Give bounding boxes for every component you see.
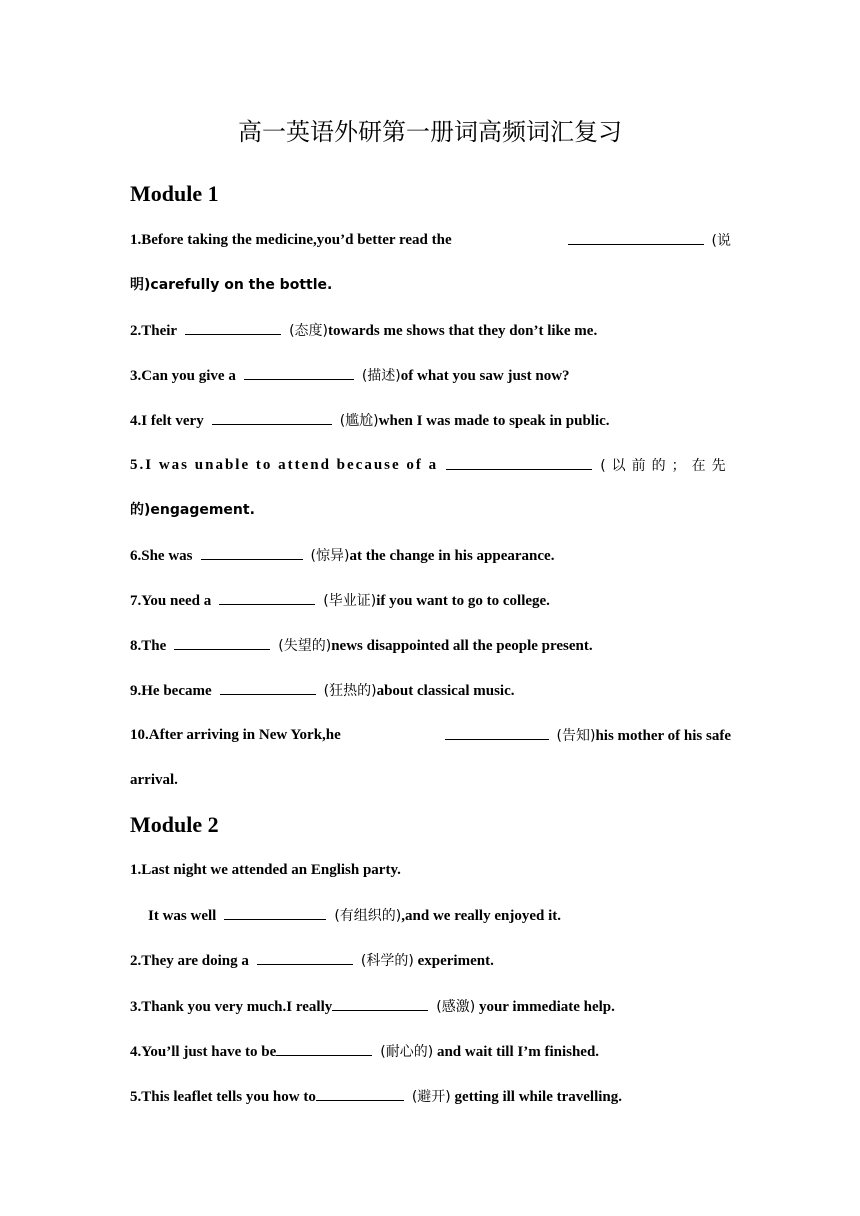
module-1-question-7 [130, 590, 731, 611]
question-text: It was well [148, 908, 217, 924]
hint-text: (告知) [556, 728, 596, 744]
question-text: experiment. [413, 953, 494, 969]
question-text: if you want to go to college. [376, 593, 550, 609]
hint-text: (说 [711, 233, 731, 249]
question-text: 5.This leaflet tells you how to [130, 1089, 316, 1105]
hint-text: (尴尬) [339, 413, 379, 429]
module-1-question-8 [130, 635, 731, 656]
module-2-question-1-continued [148, 905, 749, 926]
hint-text: (以前的；在先 [600, 458, 732, 474]
hint-text: (失望的) [278, 638, 332, 654]
module-1-question-4 [130, 410, 731, 431]
answer-blank[interactable] [224, 905, 326, 920]
module-2-question-1 [130, 860, 731, 880]
answer-blank[interactable] [446, 455, 592, 470]
module-1-question-3 [130, 365, 731, 386]
module-2-question-4 [130, 1041, 731, 1062]
answer-blank[interactable] [276, 1041, 372, 1056]
module-1-question-9 [130, 680, 731, 701]
answer-blank[interactable] [219, 590, 315, 605]
module-1-question-2 [130, 320, 731, 341]
question-text: of what you saw just now? [400, 368, 570, 384]
hint-text: (有组织的) [334, 908, 402, 924]
page-title: 高一英语外研第一册词高频词汇复习 [238, 118, 622, 146]
module-1-question-5-continued [130, 500, 731, 520]
answer-blank[interactable] [174, 635, 270, 650]
module-2-question-3 [130, 996, 731, 1017]
answer-blank[interactable] [257, 950, 353, 965]
module-2-question-5 [130, 1086, 731, 1107]
question-text: arrival. [130, 772, 178, 788]
question-text: 4.You’ll just have to be [130, 1044, 277, 1060]
question-text: at the change in his appearance. [349, 548, 555, 564]
answer-blank[interactable] [212, 410, 332, 425]
question-text: 4.I felt very [130, 413, 204, 429]
question-text: his mother of his safe [595, 728, 731, 744]
answer-blank[interactable] [445, 725, 549, 740]
question-text: and wait till I’m finished. [433, 1044, 600, 1060]
question-text: 明)carefully on the bottle. [130, 277, 333, 293]
answer-blank[interactable] [316, 1086, 404, 1101]
question-text: your immediate help. [475, 999, 615, 1015]
question-text: 6.She was [130, 548, 193, 564]
hint-text: (毕业证) [323, 593, 377, 609]
question-text: about classical music. [376, 683, 515, 699]
module-1-question-10 [130, 725, 731, 746]
hint-text: (耐心的) [380, 1044, 434, 1060]
question-text: 3.Thank you very much.I really [130, 999, 333, 1015]
question-text: 2.They are doing a [130, 953, 249, 969]
question-text: 9.He became [130, 683, 212, 699]
question-text: 3.Can you give a [130, 368, 236, 384]
question-text: news disappointed all the people present. [331, 638, 593, 654]
hint-text: (狂热的) [323, 683, 377, 699]
hint-text: (态度) [289, 323, 329, 339]
module-2-question-2 [130, 950, 731, 971]
answer-blank[interactable] [332, 996, 428, 1011]
module-1-question-6 [130, 545, 731, 566]
answer-blank[interactable] [220, 680, 316, 695]
hint-text: (避开) [411, 1089, 451, 1105]
question-text: towards me shows that they don’t like me. [328, 323, 598, 339]
module-1-heading: Module 1 [130, 181, 219, 206]
question-text: 8.The [130, 638, 167, 654]
hint-text: (科学的) [360, 953, 414, 969]
question-text: getting ill while travelling. [450, 1089, 623, 1105]
hint-text: (感激) [436, 999, 476, 1015]
module-1-question-1 [130, 230, 731, 251]
question-text: 7.You need a [130, 593, 212, 609]
module-1-question-1-continued [130, 275, 731, 295]
answer-blank[interactable] [201, 545, 303, 560]
question-text: 的)engagement. [130, 502, 255, 518]
answer-blank[interactable] [244, 365, 354, 380]
question-text: 2.Their [130, 323, 178, 339]
module-1-question-10-continued [130, 770, 731, 790]
question-text: 10.After arriving in New York,he [130, 727, 341, 743]
question-text: when I was made to speak in public. [378, 413, 610, 429]
question-text: 1.Last night we attended an English party. [130, 862, 401, 878]
answer-blank[interactable] [185, 320, 281, 335]
module-2-heading: Module 2 [130, 812, 219, 837]
question-text: ,and we really enjoyed it. [401, 908, 561, 924]
module-1-question-5 [130, 455, 731, 476]
answer-blank[interactable] [568, 230, 704, 245]
question-text: 5.I was unable to attend because of a [130, 457, 439, 473]
hint-text: (惊异) [310, 548, 350, 564]
hint-text: (描述) [361, 368, 401, 384]
question-text: 1.Before taking the medicine,you’d better read the [130, 232, 452, 248]
